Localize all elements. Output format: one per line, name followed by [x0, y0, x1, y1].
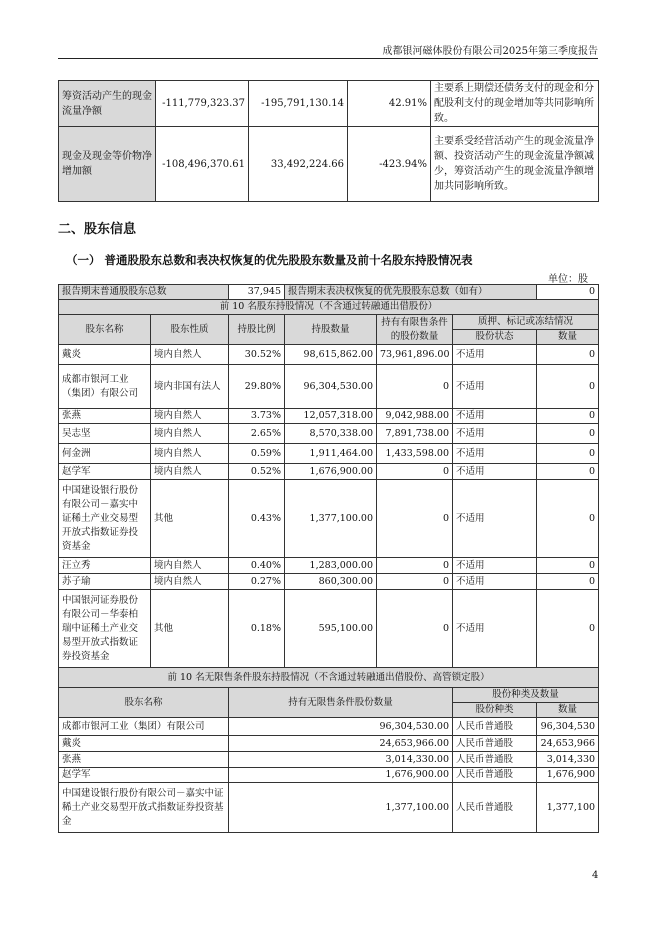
- holder-name: 中国建设银行股份有限公司－嘉实中证稀土产业交易型开放式指数证券投资基金: [59, 480, 151, 558]
- col-header-pledge-group: 质押、标记或冻结情况: [453, 315, 599, 330]
- pledge-status: 不适用: [453, 424, 537, 444]
- col-header-ratio: 持股比例: [229, 315, 285, 345]
- share-type-quantity: 24,653,966: [537, 736, 599, 752]
- header-row: [59, 315, 599, 330]
- col-header-unrestricted-qty: 持有无限售条件股份数量: [229, 688, 453, 718]
- pledge-quantity: 0: [537, 345, 599, 365]
- holder-name: 成都市银河工业（集团）有限公司: [59, 718, 229, 736]
- cashflow-label: 筹资活动产生的现金流量净额: [59, 81, 156, 127]
- table-row: [59, 345, 599, 365]
- share-type: 人民币普通股: [453, 752, 537, 768]
- pledge-status: 不适用: [453, 558, 537, 574]
- holder-quantity: 1,283,000.00: [285, 558, 377, 574]
- table-row: [59, 718, 599, 736]
- pledge-status: 不适用: [453, 365, 537, 409]
- holder-quantity: 1,911,464.00: [285, 444, 377, 464]
- unrestricted-title: 前 10 名无限售条件股东持股情况（不含通过转融通出借股份、高管锁定股）: [59, 668, 599, 688]
- shareholder-table: [58, 284, 599, 833]
- cashflow-prior: -195,791,130.14: [249, 81, 348, 127]
- holder-nature: 境内自然人: [151, 424, 229, 444]
- table-row: [59, 768, 599, 783]
- share-type-quantity: 1,676,900: [537, 768, 599, 783]
- holder-quantity: 860,300.00: [285, 574, 377, 590]
- unrestricted-body: [59, 718, 599, 833]
- holder-quantity: 98,615,862.00: [285, 345, 377, 365]
- pledge-quantity: 0: [537, 409, 599, 424]
- pledge-quantity: 0: [537, 574, 599, 590]
- holder-restricted: 7,891,738.00: [377, 424, 453, 444]
- cashflow-reason: 主要系上期偿还债务支付的现金和分配股利支付的现金增加等共同影响所致。: [431, 81, 599, 127]
- cashflow-table: [58, 80, 599, 202]
- holder-quantity: 12,057,318.00: [285, 409, 377, 424]
- holder-name: 何金洲: [59, 444, 151, 464]
- top10-title: 前 10 名股东持股情况（不含通过转融通出借股份）: [59, 300, 599, 315]
- holder-name: 赵学军: [59, 768, 229, 783]
- holder-name: 成都市银河工业（集团）有限公司: [59, 365, 151, 409]
- holder-nature: 境内自然人: [151, 444, 229, 464]
- page-header: 成都银河磁体股份有限公司2025年第三季度报告: [382, 46, 598, 57]
- holder-nature: 境内非国有法人: [151, 365, 229, 409]
- holder-name: 张燕: [59, 752, 229, 768]
- share-type-quantity: 3,014,330: [537, 752, 599, 768]
- holder-restricted: 73,961,896.00: [377, 345, 453, 365]
- holder-ratio: 3.73%: [229, 409, 285, 424]
- holder-name: 张燕: [59, 409, 151, 424]
- table-row: [59, 736, 599, 752]
- col-header-name: 股东名称: [59, 688, 229, 718]
- table-row: [59, 480, 599, 558]
- pledge-quantity: 0: [537, 464, 599, 480]
- unrestricted-quantity: 1,377,100.00: [229, 783, 453, 833]
- pledge-quantity: 0: [537, 424, 599, 444]
- holder-name: 赵学军: [59, 464, 151, 480]
- share-type-quantity: 96,304,530: [537, 718, 599, 736]
- table-row: [59, 424, 599, 444]
- unit-label: 单位：股: [548, 274, 588, 285]
- top10-body: [59, 345, 599, 668]
- cashflow-reason: 主要系受经营活动产生的现金流量净额、投资活动产生的现金流量净额减少，筹资活动产生的现金流量净额增加共同影响所致。: [431, 127, 599, 202]
- unrestricted-quantity: 1,676,900.00: [229, 768, 453, 783]
- share-type: 人民币普通股: [453, 718, 537, 736]
- holder-nature: 境内自然人: [151, 409, 229, 424]
- col-header-nature: 股东性质: [151, 315, 229, 345]
- table-row: [59, 558, 599, 574]
- pledge-status: 不适用: [453, 464, 537, 480]
- holder-nature: 境内自然人: [151, 574, 229, 590]
- holder-name: 戴炎: [59, 736, 229, 752]
- holder-nature: 其他: [151, 480, 229, 558]
- holder-quantity: 8,570,338.00: [285, 424, 377, 444]
- holder-name: 中国建设银行股份有限公司－嘉实中证稀土产业交易型开放式指数证券投资基金: [59, 783, 229, 833]
- holder-nature: 其他: [151, 590, 229, 668]
- pledge-status: 不适用: [453, 345, 537, 365]
- pledge-quantity: 0: [537, 590, 599, 668]
- cashflow-current: -108,496,370.61: [156, 127, 249, 202]
- holder-nature: 境内自然人: [151, 464, 229, 480]
- table-row: [59, 409, 599, 424]
- pledge-status: 不适用: [453, 590, 537, 668]
- holder-restricted: 0: [377, 464, 453, 480]
- holder-quantity: 1,377,100.00: [285, 480, 377, 558]
- preferred-holders-label: 报告期末表决权恢复的优先股股东总数（如有）: [285, 285, 537, 300]
- col-header-type-qty: 数量: [537, 703, 599, 718]
- pledge-status: 不适用: [453, 444, 537, 464]
- col-header-pledge-status: 股份状态: [453, 330, 537, 345]
- share-type: 人民币普通股: [453, 736, 537, 752]
- table-row: [59, 783, 599, 833]
- holder-name: 戴炎: [59, 345, 151, 365]
- col-header-type: 股份种类: [453, 703, 537, 718]
- table-row: [59, 752, 599, 768]
- holder-ratio: 0.43%: [229, 480, 285, 558]
- holder-restricted: 0: [377, 590, 453, 668]
- table-row: [59, 464, 599, 480]
- unrestricted-quantity: 3,014,330.00: [229, 752, 453, 768]
- table-row: [59, 81, 599, 127]
- holder-restricted: 1,433,598.00: [377, 444, 453, 464]
- holder-name: 中国银河证券股份有限公司－华泰柏瑞中证稀土产业交易型开放式指数证券投资基金: [59, 590, 151, 668]
- section-title: 二、股东信息: [58, 222, 137, 237]
- share-type-quantity: 1,377,100: [537, 783, 599, 833]
- holder-ratio: 2.65%: [229, 424, 285, 444]
- holder-ratio: 0.40%: [229, 558, 285, 574]
- pledge-status: 不适用: [453, 409, 537, 424]
- cashflow-label: 现金及现金等价物净增加额: [59, 127, 156, 202]
- holder-quantity: 595,100.00: [285, 590, 377, 668]
- pledge-quantity: 0: [537, 365, 599, 409]
- share-type: 人民币普通股: [453, 783, 537, 833]
- pledge-status: 不适用: [453, 574, 537, 590]
- holder-ratio: 0.52%: [229, 464, 285, 480]
- holder-quantity: 1,676,900.00: [285, 464, 377, 480]
- header-rule: [58, 58, 598, 59]
- pledge-quantity: 0: [537, 444, 599, 464]
- table-row: [59, 574, 599, 590]
- top10-title-row: [59, 300, 599, 315]
- col-header-name: 股东名称: [59, 315, 151, 345]
- table-row: [59, 444, 599, 464]
- cashflow-change: -423.94%: [348, 127, 431, 202]
- col-header-type-group: 股份种类及数量: [453, 688, 599, 703]
- holder-restricted: 0: [377, 574, 453, 590]
- summary-row: [59, 285, 599, 300]
- table-row: [59, 590, 599, 668]
- col-header-pledge-qty: 数量: [537, 330, 599, 345]
- table-row: [59, 127, 599, 202]
- holder-nature: 境内自然人: [151, 345, 229, 365]
- common-holders-label: 报告期末普通股股东总数: [59, 285, 229, 300]
- cashflow-current: -111,779,323.37: [156, 81, 249, 127]
- holder-restricted: 0: [377, 480, 453, 558]
- holder-name: 汪立秀: [59, 558, 151, 574]
- holder-name: 苏子瑜: [59, 574, 151, 590]
- pledge-quantity: 0: [537, 558, 599, 574]
- header-row: [59, 688, 599, 703]
- unrestricted-quantity: 96,304,530.00: [229, 718, 453, 736]
- preferred-holders-value: 0: [537, 285, 599, 300]
- holder-restricted: 0: [377, 558, 453, 574]
- pledge-quantity: 0: [537, 480, 599, 558]
- table-row: [59, 365, 599, 409]
- cashflow-change: 42.91%: [348, 81, 431, 127]
- holder-nature: 境内自然人: [151, 558, 229, 574]
- col-header-quantity: 持股数量: [285, 315, 377, 345]
- holder-restricted: 0: [377, 365, 453, 409]
- col-header-restricted: 持有有限售条件的股份数量: [377, 315, 453, 345]
- page-number: 4: [592, 870, 599, 881]
- share-type: 人民币普通股: [453, 768, 537, 783]
- unrestricted-title-row: [59, 668, 599, 688]
- holder-name: 吴志坚: [59, 424, 151, 444]
- holder-ratio: 0.59%: [229, 444, 285, 464]
- cashflow-prior: 33,492,224.66: [249, 127, 348, 202]
- unrestricted-quantity: 24,653,966.00: [229, 736, 453, 752]
- common-holders-value: 37,945: [229, 285, 285, 300]
- pledge-status: 不适用: [453, 480, 537, 558]
- holder-quantity: 96,304,530.00: [285, 365, 377, 409]
- holder-ratio: 30.52%: [229, 345, 285, 365]
- holder-restricted: 9,042,988.00: [377, 409, 453, 424]
- holder-ratio: 29.80%: [229, 365, 285, 409]
- holder-ratio: 0.27%: [229, 574, 285, 590]
- subsection-title: （一） 普通股股东总数和表决权恢复的优先股股东数量及前十名股东持股情况表: [66, 253, 473, 267]
- holder-ratio: 0.18%: [229, 590, 285, 668]
